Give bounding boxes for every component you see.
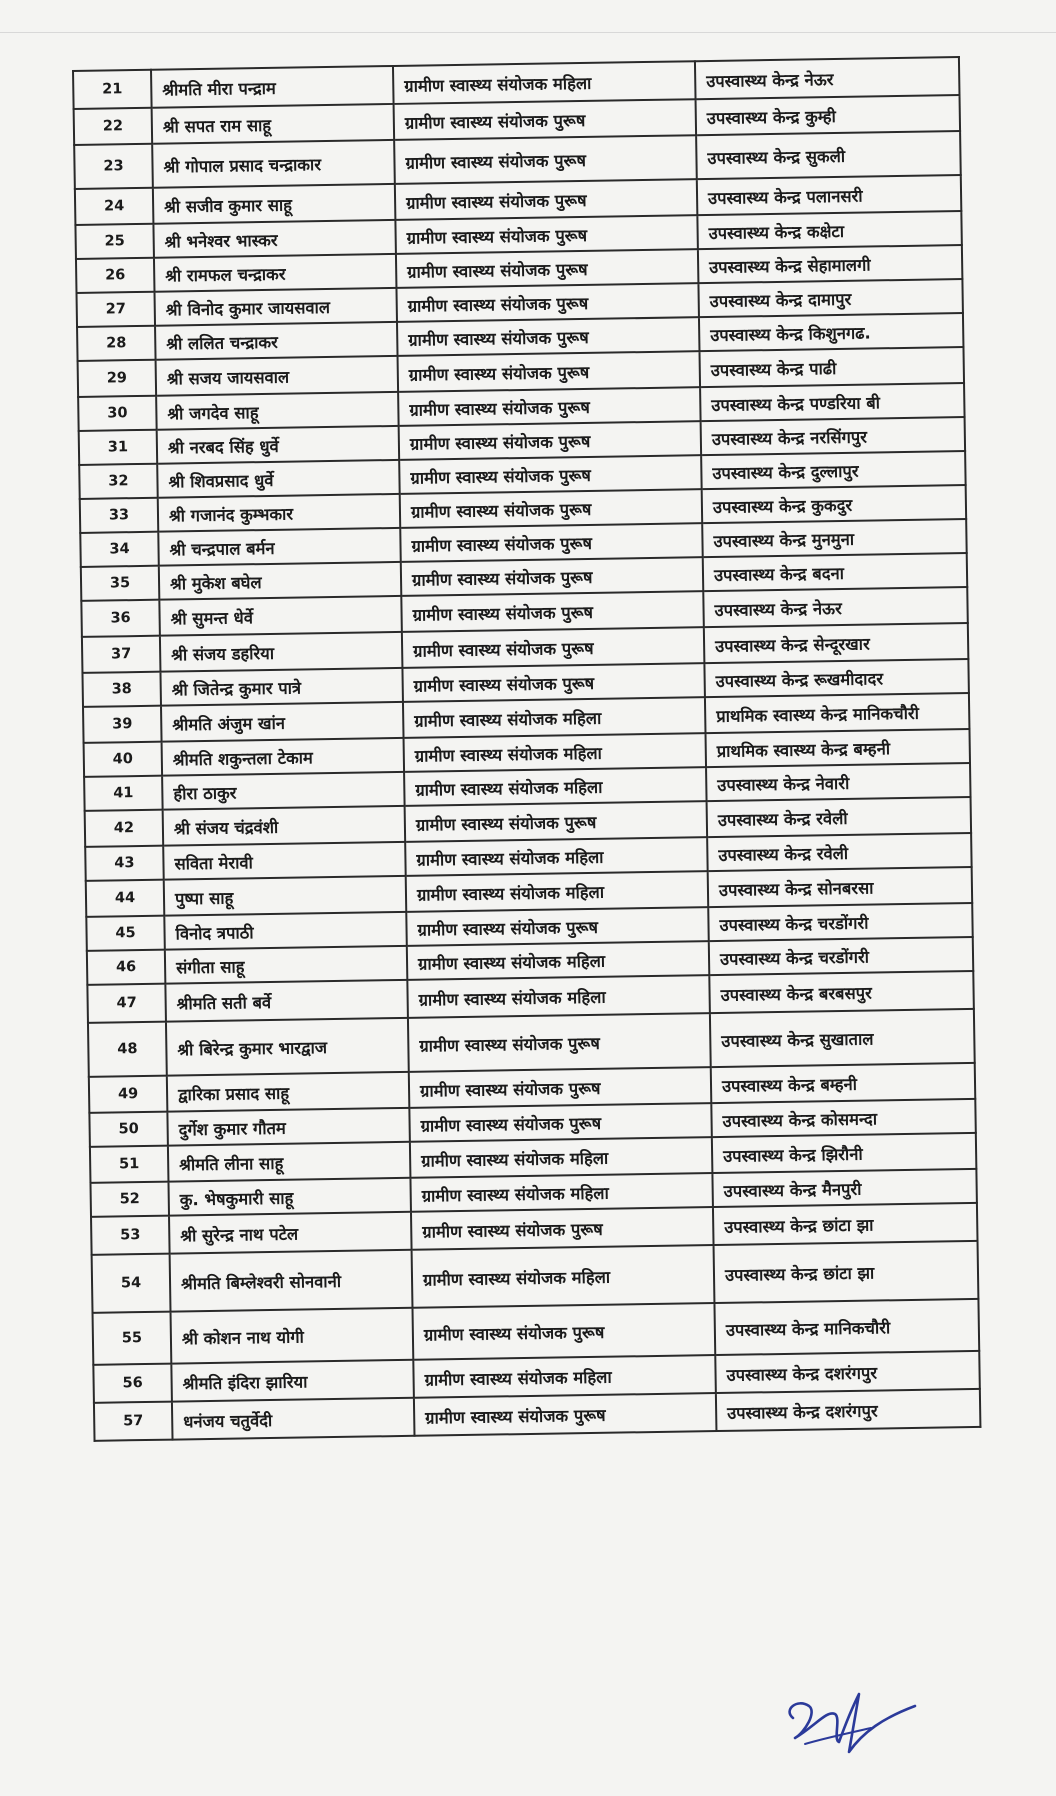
employee-name: सविता मेरावी <box>163 842 406 880</box>
employee-name: श्री सपत राम साहू <box>152 104 395 144</box>
employee-name: श्री संजय डहरिया <box>160 632 403 672</box>
health-center: उपस्वास्थ्य केन्द्र कोसमन्दा <box>711 1099 976 1137</box>
designation: ग्रामीण स्वास्थ्य संयोजक महिला <box>403 697 706 738</box>
designation: ग्रामीण स्वास्थ्य संयोजक महिला <box>393 61 696 104</box>
page-top-edge <box>0 32 1056 33</box>
designation: ग्रामीण स्वास्थ्य संयोजक पुरूष <box>411 1207 714 1250</box>
serial-number: 46 <box>87 950 166 985</box>
employee-name: हीरा ठाकुर <box>162 772 405 810</box>
health-center: उपस्वास्थ्य केन्द्र मुनमुना <box>702 519 967 557</box>
health-center: उपस्वास्थ्य केन्द्र छांटा झा <box>713 1203 978 1245</box>
health-center: उपस्वास्थ्य केन्द्र किशुनगढ. <box>699 313 964 351</box>
designation: ग्रामीण स्वास्थ्य संयोजक महिला <box>406 871 709 912</box>
health-center: उपस्वास्थ्य केन्द्र बरबसपुर <box>709 971 974 1013</box>
health-center: उपस्वास्थ्य केन्द्र नेवारी <box>706 763 971 801</box>
serial-number: 37 <box>82 636 161 673</box>
designation: ग्रामीण स्वास्थ्य संयोजक पुरूष <box>402 663 704 702</box>
serial-number: 22 <box>74 108 153 145</box>
health-center: उपस्वास्थ्य केन्द्र सुकली <box>696 131 961 179</box>
employee-name: श्री गजानंद कुम्भकार <box>158 494 401 532</box>
health-center: उपस्वास्थ्य केन्द्र मानिकचौरी <box>714 1299 979 1355</box>
health-center: उपस्वास्थ्य केन्द्र सेन्दूरखार <box>704 623 969 663</box>
health-center: उपस्वास्थ्य केन्द्र दुल्लापुर <box>701 451 966 489</box>
health-center: उपस्वास्थ्य केन्द्र रवेली <box>707 833 972 871</box>
serial-number: 24 <box>75 188 154 225</box>
designation: ग्रामीण स्वास्थ्य संयोजक पुरूष <box>414 1393 717 1436</box>
serial-number: 36 <box>81 600 160 637</box>
employee-name: श्री संजय चंद्रवंशी <box>163 806 406 846</box>
designation: ग्रामीण स्वास्थ्य संयोजक पुरूष <box>395 179 698 220</box>
employee-name: धनंजय चतुर्वेदी <box>172 1398 415 1440</box>
employee-name: श्री नरबद सिंह धुर्वे <box>157 426 400 464</box>
serial-number: 53 <box>91 1216 170 1255</box>
designation: ग्रामीण स्वास्थ्य संयोजक पुरूष <box>398 351 701 392</box>
employee-name: श्री मुकेश बघेल <box>159 562 402 600</box>
health-center: उपस्वास्थ्य केन्द्र मैनपुरी <box>712 1169 977 1207</box>
serial-number: 28 <box>77 326 156 361</box>
designation: ग्रामीण स्वास्थ्य संयोजक पुरूष <box>394 99 697 140</box>
designation: ग्रामीण स्वास्थ्य संयोजक पुरूष <box>412 1303 715 1360</box>
health-center: उपस्वास्थ्य केन्द्र दशरंगपुर <box>716 1389 981 1431</box>
designation: ग्रामीण स्वास्थ्य संयोजक पुरूष <box>406 907 708 946</box>
designation: ग्रामीण स्वास्थ्य संयोजक पुरूष <box>401 557 703 596</box>
designation: ग्रामीण स्वास्थ्य संयोजक महिला <box>404 733 706 772</box>
health-center: उपस्वास्थ्य केन्द्र रूखमीदादर <box>704 659 969 697</box>
serial-number: 49 <box>89 1076 168 1113</box>
designation: ग्रामीण स्वास्थ्य संयोजक महिला <box>412 1245 715 1308</box>
employee-name: कु. भेषकुमारी साहू <box>168 1178 411 1216</box>
employee-name: श्रीमति मीरा पन्द्राम <box>151 66 394 108</box>
designation: ग्रामीण स्वास्थ्य संयोजक पुरूष <box>409 1103 711 1142</box>
serial-number: 39 <box>83 706 162 743</box>
serial-number: 38 <box>82 672 161 707</box>
serial-number: 54 <box>92 1254 171 1313</box>
designation: ग्रामीण स्वास्थ्य संयोजक पुरूष <box>401 591 704 632</box>
health-center: उपस्वास्थ्य केन्द्र सेहामालगी <box>698 245 963 283</box>
serial-number: 30 <box>78 396 157 431</box>
serial-number: 34 <box>80 532 159 567</box>
employee-name: श्री रामफल चन्द्राकर <box>154 254 397 292</box>
health-center: उपस्वास्थ्य केन्द्र रवेली <box>707 797 972 837</box>
designation: ग्रामीण स्वास्थ्य संयोजक पुरूष <box>398 387 700 426</box>
serial-number: 25 <box>75 224 154 259</box>
health-center: उपस्वास्थ्य केन्द्र नरसिंगपुर <box>701 417 966 455</box>
health-center: उपस्वास्थ्य केन्द्र सुखाताल <box>710 1009 975 1067</box>
serial-number: 52 <box>90 1182 169 1217</box>
designation: ग्रामीण स्वास्थ्य संयोजक पुरूष <box>399 455 701 494</box>
health-center: उपस्वास्थ्य केन्द्र पलानसरी <box>697 175 962 215</box>
health-center: उपस्वास्थ्य केन्द्र दशरंगपुर <box>715 1351 980 1393</box>
designation: ग्रामीण स्वास्थ्य संयोजक पुरूष <box>408 1013 711 1072</box>
employee-name: श्रीमति लीना साहू <box>168 1142 411 1182</box>
employee-name: श्री जगदेव साहू <box>156 392 399 430</box>
serial-number: 43 <box>85 846 164 881</box>
designation: ग्रामीण स्वास्थ्य संयोजक पुरूष <box>405 801 708 842</box>
serial-number: 56 <box>93 1364 172 1403</box>
employee-name: श्रीमति अंजुम खांन <box>161 702 404 742</box>
health-center: प्राथमिक स्वास्थ्य केन्द्र बम्हनी <box>705 729 970 767</box>
health-center: प्राथमिक स्वास्थ्य केन्द्र मानिकचौरी <box>705 693 970 733</box>
health-center: उपस्वास्थ्य केन्द्र कुकदुर <box>702 485 967 523</box>
employee-name: श्री गोपाल प्रसाद चन्द्राकार <box>152 140 395 188</box>
employee-name: श्री ललित चन्द्राकर <box>155 322 398 360</box>
serial-number: 42 <box>85 810 164 847</box>
employee-name: श्रीमति सती बर्वे <box>165 980 408 1022</box>
health-center: उपस्वास्थ्य केन्द्र पाढी <box>699 347 964 387</box>
serial-number: 45 <box>86 916 165 951</box>
serial-number: 51 <box>90 1146 169 1183</box>
signature-mark <box>775 1680 925 1760</box>
serial-number: 31 <box>79 430 158 465</box>
health-center: उपस्वास्थ्य केन्द्र चरडोंगरी <box>709 937 974 975</box>
employee-name: श्री विनोद कुमार जायसवाल <box>154 288 397 326</box>
staff-table <box>72 56 981 1442</box>
designation: ग्रामीण स्वास्थ्य संयोजक महिला <box>404 767 706 806</box>
employee-name: श्रीमति बिम्लेश्वरी सोनवानी <box>170 1250 413 1312</box>
serial-number: 33 <box>80 498 159 533</box>
employee-name: श्री भनेश्वर भास्कर <box>153 220 396 258</box>
health-center: उपस्वास्थ्य केन्द्र चरडोंगरी <box>708 903 973 941</box>
employee-name: श्री कोशन नाथ योगी <box>171 1308 414 1364</box>
health-center: उपस्वास्थ्य केन्द्र कुम्ही <box>696 95 961 135</box>
designation: ग्रामीण स्वास्थ्य संयोजक महिला <box>407 975 710 1018</box>
designation: ग्रामीण स्वास्थ्य संयोजक पुरूष <box>399 421 701 460</box>
designation: ग्रामीण स्वास्थ्य संयोजक पुरूष <box>395 215 697 254</box>
employee-name: पुष्पा साहू <box>164 876 407 916</box>
employee-name: श्री सजय जायसवाल <box>156 356 399 396</box>
designation: ग्रामीण स्वास्थ्य संयोजक महिला <box>407 941 709 980</box>
serial-number: 47 <box>87 984 166 1023</box>
serial-number: 35 <box>81 566 160 601</box>
serial-number: 26 <box>76 258 155 293</box>
employee-name: श्री बिरेन्द्र कुमार भारद्वाज <box>166 1018 409 1076</box>
serial-number: 55 <box>93 1312 172 1365</box>
serial-number: 50 <box>89 1112 168 1147</box>
employee-name: द्वारिका प्रसाद साहू <box>167 1072 410 1112</box>
serial-number: 23 <box>74 144 153 189</box>
employee-name: श्रीमति शकुन्तला टेकाम <box>162 738 405 776</box>
designation: ग्रामीण स्वास्थ्य संयोजक पुरूष <box>409 1067 712 1108</box>
designation: ग्रामीण स्वास्थ्य संयोजक पुरूष <box>397 317 699 356</box>
employee-name: श्री सजीव कुमार साहू <box>153 184 396 224</box>
health-center: उपस्वास्थ्य केन्द्र नेऊर <box>703 587 968 627</box>
designation: ग्रामीण स्वास्थ्य संयोजक महिला <box>410 1173 712 1212</box>
serial-number: 57 <box>94 1402 173 1441</box>
document-sheet <box>72 56 981 1442</box>
designation: ग्रामीण स्वास्थ्य संयोजक पुरूष <box>396 249 698 288</box>
designation: ग्रामीण स्वास्थ्य संयोजक महिला <box>413 1355 716 1398</box>
employee-name: विनोद त्रपाठी <box>164 912 407 950</box>
designation: ग्रामीण स्वास्थ्य संयोजक पुरूष <box>400 489 702 528</box>
employee-name: श्रीमति इंदिरा झारिया <box>171 1360 414 1402</box>
health-center: उपस्वास्थ्य केन्द्र झिरौनी <box>712 1133 977 1173</box>
health-center: उपस्वास्थ्य केन्द्र सोनबरसा <box>708 867 973 907</box>
employee-name: श्री सुरेन्द्र नाथ पटेल <box>169 1212 412 1254</box>
serial-number: 44 <box>86 880 165 917</box>
employee-name: श्री चन्द्रपाल बर्मन <box>158 528 401 566</box>
serial-number: 29 <box>78 360 157 397</box>
health-center: उपस्वास्थ्य केन्द्र छांटा झा <box>714 1241 979 1303</box>
designation: ग्रामीण स्वास्थ्य संयोजक पुरूष <box>400 523 702 562</box>
employee-name: श्री जितेन्द्र कुमार पात्रे <box>160 668 403 706</box>
designation: ग्रामीण स्वास्थ्य संयोजक पुरूष <box>402 627 705 668</box>
designation: ग्रामीण स्वास्थ्य संयोजक पुरूष <box>394 135 697 184</box>
employee-name: दुर्गेश कुमार गौतम <box>167 1108 410 1146</box>
serial-number: 21 <box>73 70 152 109</box>
health-center: उपस्वास्थ्य केन्द्र कक्षेटा <box>697 211 962 249</box>
employee-name: श्री शिवप्रसाद धुर्वे <box>157 460 400 498</box>
health-center: उपस्वास्थ्य केन्द्र दामापुर <box>698 279 963 317</box>
serial-number: 40 <box>84 742 163 777</box>
staff-table-body <box>73 57 980 1441</box>
health-center: उपस्वास्थ्य केन्द्र बम्हनी <box>711 1063 976 1103</box>
designation: ग्रामीण स्वास्थ्य संयोजक महिला <box>405 837 707 876</box>
serial-number: 41 <box>84 776 163 811</box>
health-center: उपस्वास्थ्य केन्द्र पण्डरिया बी <box>700 383 965 421</box>
employee-name: संगीता साहू <box>165 946 408 984</box>
serial-number: 27 <box>77 292 156 327</box>
employee-name: श्री सुमन्त धेर्वे <box>159 596 402 636</box>
designation: ग्रामीण स्वास्थ्य संयोजक महिला <box>410 1137 713 1178</box>
health-center: उपस्वास्थ्य केन्द्र नेऊर <box>695 57 960 99</box>
serial-number: 32 <box>79 464 158 499</box>
serial-number: 48 <box>88 1022 167 1077</box>
designation: ग्रामीण स्वास्थ्य संयोजक पुरूष <box>396 283 698 322</box>
health-center: उपस्वास्थ्य केन्द्र बदना <box>703 553 968 591</box>
